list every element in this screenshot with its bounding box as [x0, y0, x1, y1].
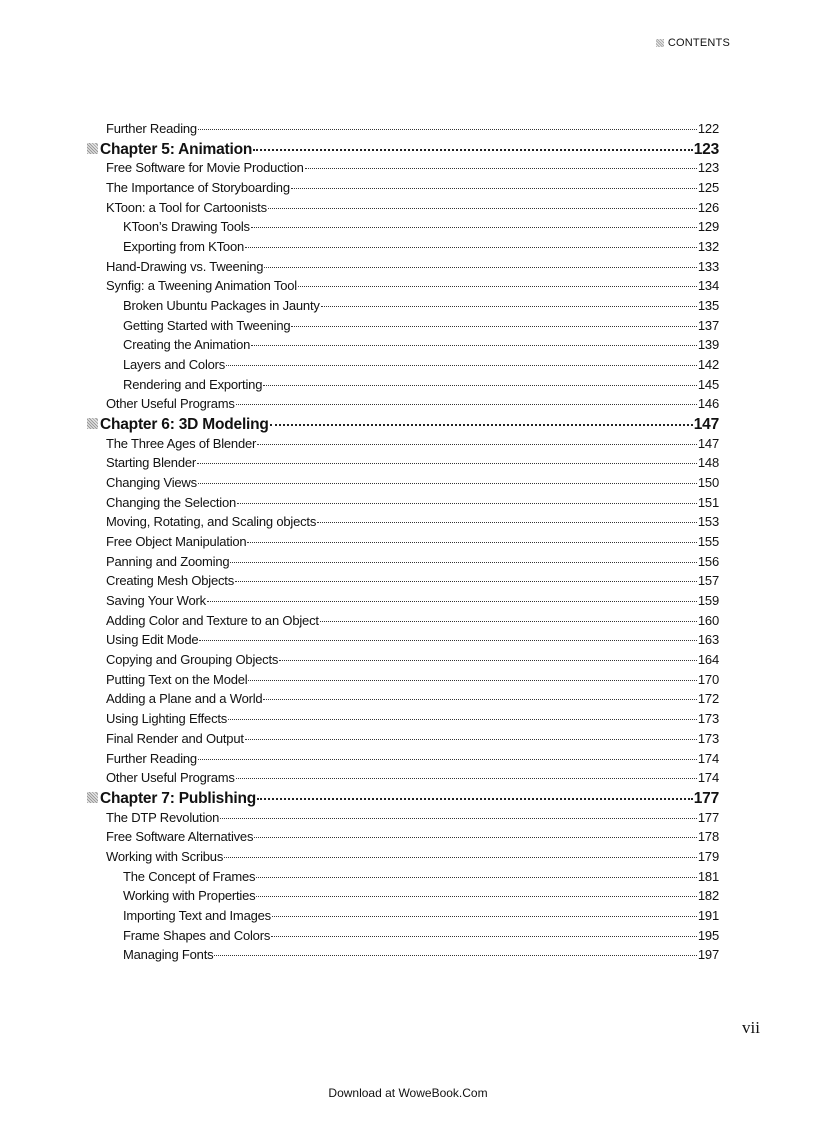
toc-entry-title: Working with Scribus — [106, 848, 224, 864]
toc-entry-page: 174 — [697, 770, 719, 786]
dot-leader — [291, 188, 697, 189]
toc-chapter-entry[interactable] — [87, 790, 719, 810]
toc-entry-title: Changing Views — [106, 475, 197, 491]
toc-entry-page: 123 — [697, 160, 719, 176]
toc-entry-title: Putting Text on the Model — [106, 671, 248, 687]
toc-entry-page: 170 — [697, 671, 719, 687]
toc-entry[interactable] — [87, 770, 719, 790]
toc-entry[interactable] — [87, 908, 719, 928]
toc-entry-title: The Concept of Frames — [123, 868, 256, 884]
toc-entry-page: 137 — [697, 317, 719, 333]
toc-entry-page: 160 — [697, 612, 719, 628]
toc-entry-page: 132 — [697, 239, 719, 255]
toc-entry-title: Synfig: a Tweening Animation Tool — [106, 278, 297, 294]
toc-chapter-entry[interactable] — [87, 141, 719, 161]
dot-leader — [320, 621, 697, 622]
dot-leader — [291, 326, 697, 327]
toc-entry[interactable] — [87, 947, 719, 967]
toc-entry-title: Using Lighting Effects — [106, 711, 228, 727]
running-header-label: CONTENTS — [667, 37, 730, 49]
toc-entry-page: 155 — [697, 534, 719, 550]
page-number: vii — [742, 1018, 760, 1037]
dot-leader — [268, 208, 697, 209]
toc-entry-page: 145 — [697, 376, 719, 392]
toc-entry-title: Panning and Zooming — [106, 553, 230, 569]
toc-entry-title: Chapter 7: Publishing — [100, 789, 256, 807]
toc-entry-title: Other Useful Programs — [106, 770, 235, 786]
toc-entry-title: Other Useful Programs — [106, 396, 235, 412]
dot-leader — [245, 739, 697, 740]
toc-entry[interactable] — [87, 278, 719, 298]
dot-leader — [251, 227, 697, 228]
toc-entry[interactable] — [87, 298, 719, 318]
toc-entry-title: Further Reading — [106, 750, 197, 766]
toc-entry[interactable] — [87, 160, 719, 180]
toc-entry[interactable] — [87, 613, 719, 633]
dot-leader — [256, 877, 697, 878]
dot-leader — [271, 936, 697, 937]
toc-entry[interactable] — [87, 731, 719, 751]
toc-entry-page: 191 — [697, 907, 719, 923]
toc-chapter-entry[interactable] — [87, 416, 719, 436]
toc-entry-title: Final Render and Output — [106, 730, 244, 746]
toc-entry[interactable] — [87, 593, 719, 613]
toc-entry[interactable] — [87, 318, 719, 338]
toc-entry-page: 181 — [697, 868, 719, 884]
toc-entry-title: Layers and Colors — [123, 357, 226, 373]
toc-entry-title: Adding a Plane and a World — [106, 691, 263, 707]
toc-entry[interactable] — [87, 219, 719, 239]
chapter-bullet-icon — [87, 792, 98, 803]
toc-entry-page: 172 — [697, 691, 719, 707]
toc-entry-page: 159 — [697, 593, 719, 609]
dot-leader — [270, 424, 693, 426]
dot-leader — [220, 818, 697, 819]
dot-leader — [253, 149, 693, 151]
toc-entry-title: Free Software Alternatives — [106, 829, 254, 845]
toc-entry[interactable] — [87, 652, 719, 672]
toc-entry-page: 174 — [697, 750, 719, 766]
dot-leader — [237, 503, 697, 504]
toc-entry-page: 182 — [697, 888, 719, 904]
toc-entry-title: Changing the Selection — [106, 494, 237, 510]
toc-entry-page: 177 — [693, 789, 719, 807]
toc-entry-page: 195 — [697, 927, 719, 943]
toc-entry[interactable] — [87, 357, 719, 377]
toc-entry-page: 134 — [697, 278, 719, 294]
toc-entry[interactable] — [87, 849, 719, 869]
toc-entry[interactable] — [87, 436, 719, 456]
dot-leader — [279, 660, 697, 661]
toc-entry-page: 173 — [697, 730, 719, 746]
toc-entry[interactable] — [87, 180, 719, 200]
toc-entry-title: Importing Text and Images — [123, 907, 271, 923]
chapter-bullet-icon — [87, 143, 98, 154]
dot-leader — [247, 542, 696, 543]
running-header — [656, 37, 730, 49]
toc-entry-title: Using Edit Mode — [106, 632, 199, 648]
dot-leader — [198, 129, 697, 130]
toc-entry-title: Exporting from KToon — [123, 239, 245, 255]
dot-leader — [199, 640, 697, 641]
toc-entry[interactable] — [87, 672, 719, 692]
toc-entry-title: Getting Started with Tweening — [123, 317, 291, 333]
toc-entry-title: The Importance of Storyboarding — [106, 180, 290, 196]
dot-leader — [197, 463, 697, 464]
dot-leader — [245, 247, 697, 248]
toc-entry[interactable] — [87, 573, 719, 593]
dot-leader — [298, 286, 697, 287]
toc-entry[interactable] — [87, 396, 719, 416]
table-of-contents — [87, 121, 719, 967]
dot-leader — [198, 483, 697, 484]
toc-entry-page: 163 — [697, 632, 719, 648]
toc-entry-page: 157 — [697, 573, 719, 589]
dot-leader — [254, 837, 697, 838]
toc-entry-title: Managing Fonts — [123, 947, 214, 963]
chapter-bullet-icon — [87, 418, 98, 429]
toc-entry-page: 148 — [697, 455, 719, 471]
toc-entry[interactable] — [87, 337, 719, 357]
dot-leader — [263, 699, 696, 700]
dot-leader — [257, 444, 697, 445]
dot-leader — [236, 404, 697, 405]
toc-entry[interactable] — [87, 455, 719, 475]
toc-entry[interactable] — [87, 239, 719, 259]
toc-entry-page: 156 — [697, 553, 719, 569]
dot-leader — [251, 345, 697, 346]
toc-entry-page: 153 — [697, 514, 719, 530]
toc-entry[interactable] — [87, 928, 719, 948]
dot-leader — [226, 365, 697, 366]
toc-entry-title: Hand-Drawing vs. Tweening — [106, 258, 264, 274]
toc-entry-page: 142 — [697, 357, 719, 373]
toc-entry-page: 177 — [697, 809, 719, 825]
toc-entry[interactable] — [87, 514, 719, 534]
toc-entry[interactable] — [87, 534, 719, 554]
toc-entry-title: Creating the Animation — [123, 337, 251, 353]
toc-entry[interactable] — [87, 554, 719, 574]
toc-entry[interactable] — [87, 377, 719, 397]
toc-entry-title: KToon’s Drawing Tools — [123, 219, 250, 235]
toc-entry-title: Chapter 5: Animation — [100, 140, 253, 158]
toc-entry[interactable] — [87, 495, 719, 515]
dot-leader — [248, 680, 696, 681]
toc-entry-page: 122 — [697, 121, 719, 136]
toc-entry-page: 197 — [697, 947, 719, 963]
toc-entry-page: 164 — [697, 652, 719, 668]
dot-leader — [236, 778, 697, 779]
dot-leader — [272, 916, 697, 917]
toc-entry-title: Frame Shapes and Colors — [123, 927, 271, 943]
dot-leader — [317, 522, 697, 523]
toc-entry[interactable] — [87, 121, 719, 141]
toc-entry-title: Rendering and Exporting — [123, 376, 263, 392]
toc-entry-page: 125 — [697, 180, 719, 196]
toc-entry[interactable] — [87, 829, 719, 849]
toc-entry-page: 129 — [697, 219, 719, 235]
toc-entry-title: Creating Mesh Objects — [106, 573, 235, 589]
toc-entry-page: 135 — [697, 298, 719, 314]
toc-entry-title: Free Software for Movie Production — [106, 160, 304, 176]
toc-entry-page: 126 — [697, 199, 719, 215]
toc-entry-page: 179 — [697, 848, 719, 864]
toc-entry-title: Saving Your Work — [106, 593, 206, 609]
toc-entry[interactable] — [87, 200, 719, 220]
toc-entry-title: The DTP Revolution — [106, 809, 220, 825]
toc-entry-title: Free Object Manipulation — [106, 534, 247, 550]
dot-leader — [230, 562, 697, 563]
toc-entry-title: Adding Color and Texture to an Object — [106, 612, 319, 628]
toc-entry-page: 178 — [697, 829, 719, 845]
dot-leader — [264, 267, 697, 268]
toc-entry-page: 150 — [697, 475, 719, 491]
toc-entry-title: Further Reading — [106, 121, 197, 136]
dot-leader — [214, 955, 696, 956]
toc-entry-title: Copying and Grouping Objects — [106, 652, 279, 668]
toc-entry[interactable] — [87, 751, 719, 771]
toc-entry-page: 147 — [693, 416, 719, 434]
dot-leader — [224, 857, 697, 858]
toc-entry[interactable] — [87, 475, 719, 495]
square-bullet-icon — [656, 39, 664, 47]
toc-entry[interactable] — [87, 869, 719, 889]
dot-leader — [263, 385, 697, 386]
toc-entry-title: Starting Blender — [106, 455, 197, 471]
dot-leader — [207, 601, 697, 602]
toc-entry-title: Working with Properties — [123, 888, 256, 904]
toc-entry[interactable] — [87, 632, 719, 652]
toc-entry-page: 123 — [693, 140, 719, 158]
toc-entry-title: Moving, Rotating, and Scaling objects — [106, 514, 317, 530]
dot-leader — [305, 168, 697, 169]
toc-entry-page: 133 — [697, 258, 719, 274]
toc-entry-page: 139 — [697, 337, 719, 353]
toc-entry[interactable] — [87, 888, 719, 908]
toc-entry[interactable] — [87, 691, 719, 711]
toc-entry-page: 146 — [697, 396, 719, 412]
toc-entry[interactable] — [87, 259, 719, 279]
toc-entry[interactable] — [87, 810, 719, 830]
dot-leader — [321, 306, 697, 307]
toc-entry-page: 173 — [697, 711, 719, 727]
toc-entry-title: The Three Ages of Blender — [106, 435, 257, 451]
dot-leader — [228, 719, 697, 720]
dot-leader — [235, 581, 697, 582]
toc-entry-page: 151 — [697, 494, 719, 510]
toc-entry-title: Chapter 6: 3D Modeling — [100, 416, 269, 434]
toc-entry-title: Broken Ubuntu Packages in Jaunty — [123, 298, 320, 314]
toc-entry-page: 147 — [697, 435, 719, 451]
dot-leader — [256, 896, 696, 897]
dot-leader — [198, 759, 697, 760]
dot-leader — [257, 798, 693, 800]
toc-entry[interactable] — [87, 711, 719, 731]
toc-entry-title: KToon: a Tool for Cartoonists — [106, 199, 267, 215]
footer-watermark: Download at WoweBook.Com — [328, 1086, 488, 1100]
